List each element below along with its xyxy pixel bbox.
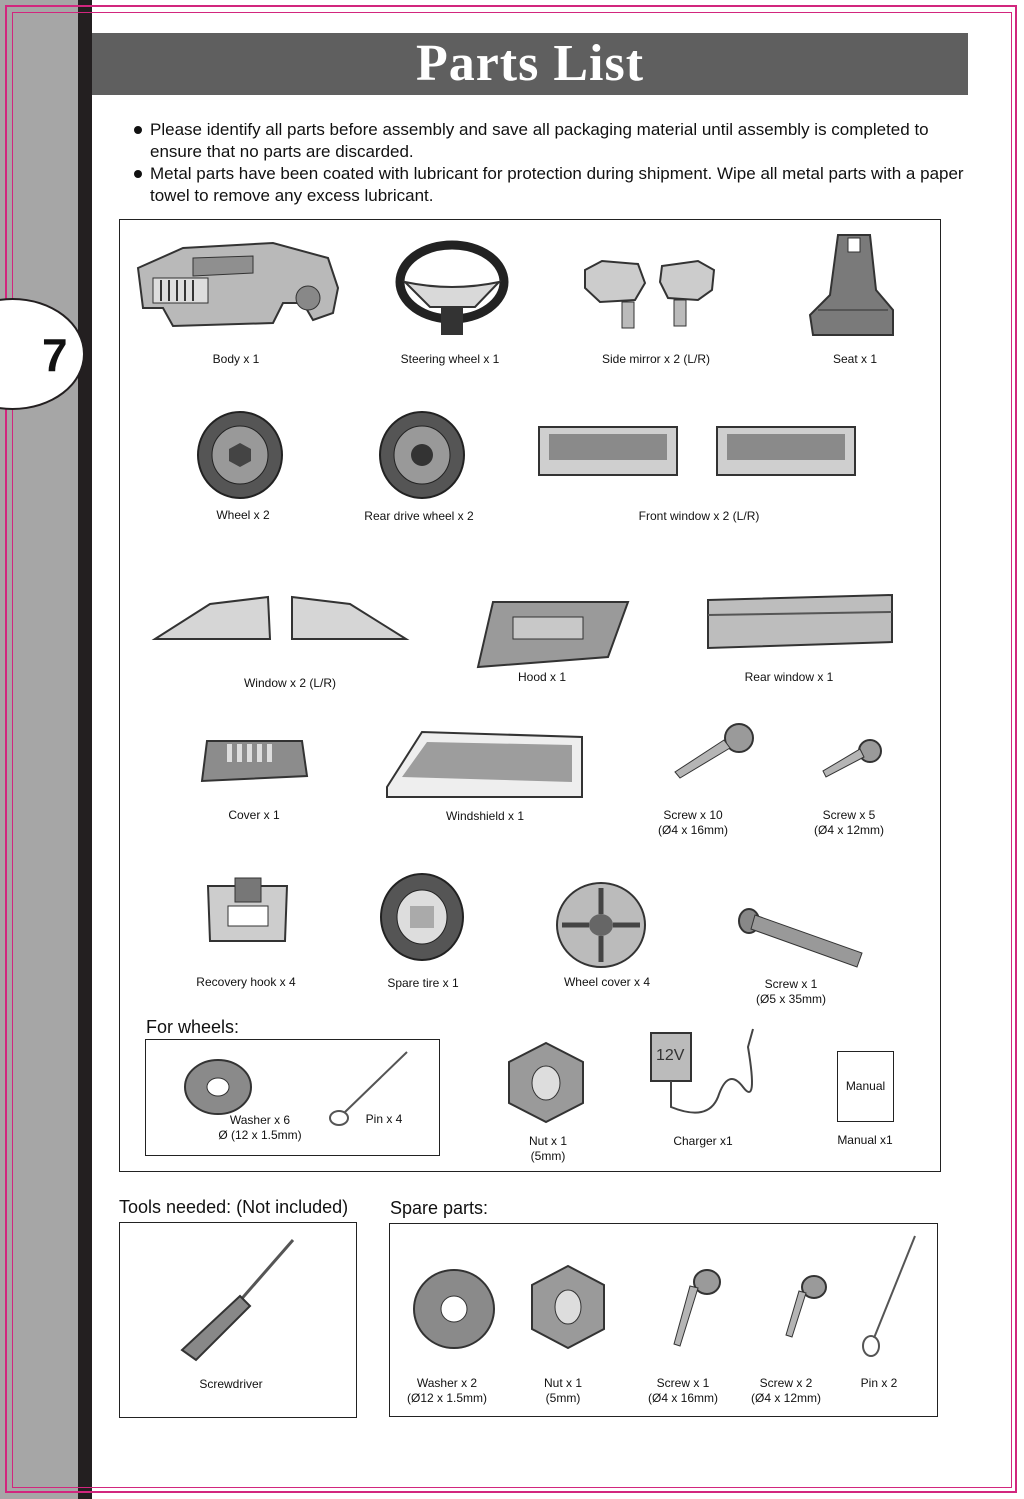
front-window-illustration (537, 422, 857, 482)
spare-pin-label: Pin x 2 (860, 1376, 898, 1390)
charger-voltage: 12V (656, 1047, 685, 1064)
charger-label: Charger x1 (673, 1134, 733, 1148)
spare-screw-12-illustration (782, 1275, 832, 1340)
spare-pin-illustration (860, 1234, 920, 1359)
seat-illustration (808, 230, 898, 340)
body-label: Body x 1 (212, 352, 260, 366)
page-title: Parts List (415, 35, 645, 92)
spare-nut-qty: Nut x 1 (543, 1376, 583, 1390)
hood-label: Hood x 1 (517, 670, 567, 684)
screw-5-label (814, 808, 884, 838)
note-identify: Please identify all parts before assembly and save all packaging material until assembly is completed to ensure that no parts are discarded. (134, 119, 964, 163)
screw-1-qty: Screw x 1 (764, 977, 818, 991)
manual-label: Manual x1 (837, 1133, 893, 1147)
spare-screw-12-label (751, 1376, 821, 1406)
windshield-label: Windshield x 1 (445, 809, 525, 823)
washer-qty: Washer x 6 (229, 1113, 291, 1127)
screw-5-size: (Ø4 x 12mm) (813, 823, 885, 837)
charger-illustration (648, 1027, 773, 1127)
front-window-label: Front window x 2 (L/R) (638, 509, 760, 523)
window-label: Window x 2 (L/R) (243, 676, 337, 690)
steering-wheel-label: Steering wheel x 1 (400, 352, 500, 366)
washer-illustration (183, 1058, 253, 1116)
screw-10-size: (Ø4 x 16mm) (657, 823, 729, 837)
rear-window-label: Rear window x 1 (744, 670, 834, 684)
wheels-heading: For wheels: (146, 1017, 240, 1037)
spare-nut-illustration (528, 1263, 608, 1351)
hood-illustration (468, 597, 633, 672)
washer-label (218, 1113, 301, 1143)
note-lubricant: Metal parts have been coated with lubricant for protection during shipment. Wipe all metal parts with a paper towel to remove any excess lubricant. (134, 163, 964, 207)
nut-qty: Nut x 1 (528, 1134, 568, 1148)
rear-drive-wheel-illustration (377, 410, 467, 500)
screw-1-label (756, 977, 826, 1007)
screwdriver-illustration (178, 1238, 298, 1363)
tools-heading: Tools needed: (Not included) (119, 1197, 349, 1217)
spare-tire-illustration (378, 872, 466, 962)
side-mirror-label: Side mirror x 2 (L/R) (601, 352, 711, 366)
nut-size: (5mm) (530, 1149, 566, 1163)
wheel-cover-illustration (554, 880, 649, 970)
spare-washer-illustration (412, 1268, 496, 1350)
washer-size: Ø (12 x 1.5mm) (218, 1128, 302, 1142)
wheel-illustration (195, 410, 285, 500)
seat-label: Seat x 1 (832, 352, 878, 366)
window-illustration (150, 594, 412, 654)
wheel-label: Wheel x 2 (216, 508, 270, 522)
spare-screw-16-label (648, 1376, 718, 1406)
cover-label: Cover x 1 (228, 808, 280, 822)
side-mirror-illustration (580, 258, 720, 333)
spare-washer-qty: Washer x 2 (416, 1376, 478, 1390)
spare-washer-size: (Ø12 x 1.5mm) (406, 1391, 488, 1405)
screw-5-qty: Screw x 5 (822, 808, 876, 822)
recovery-hook-label: Recovery hook x 4 (196, 975, 296, 989)
screw-5-illustration (820, 737, 885, 782)
page-number: 7 (42, 329, 68, 381)
screw-10-illustration (672, 720, 757, 785)
body-illustration (133, 238, 343, 338)
cover-illustration (197, 736, 312, 794)
spare-screw-12-qty: Screw x 2 (759, 1376, 813, 1390)
spare-nut-label (544, 1376, 582, 1406)
notes (134, 119, 964, 207)
steering-wheel-illustration (395, 242, 510, 342)
spare-screw-16-size: (Ø4 x 16mm) (647, 1391, 719, 1405)
spare-washer-label (407, 1376, 487, 1406)
screwdriver-label: Screwdriver (199, 1377, 263, 1391)
spare-heading: Spare parts: (390, 1198, 489, 1218)
screw-1-size: (Ø5 x 35mm) (755, 992, 827, 1006)
spare-tire-label: Spare tire x 1 (387, 976, 459, 990)
pin-label: Pin x 4 (365, 1112, 403, 1126)
rear-window-illustration (705, 590, 895, 660)
screw-1-illustration (737, 905, 867, 973)
title-bar (92, 33, 968, 95)
screw-10-qty: Screw x 10 (663, 808, 723, 822)
rear-drive-wheel-label: Rear drive wheel x 2 (364, 509, 474, 523)
screw-10-label (658, 808, 728, 838)
spare-nut-size: (5mm) (545, 1391, 581, 1405)
nut-label (529, 1134, 567, 1164)
windshield-illustration (382, 727, 592, 802)
wheel-cover-label: Wheel cover x 4 (563, 975, 651, 989)
manual-illustration: Manual (837, 1051, 894, 1122)
spare-screw-16-qty: Screw x 1 (656, 1376, 710, 1390)
spare-screw-16-illustration (670, 1268, 725, 1350)
spare-screw-12-size: (Ø4 x 12mm) (750, 1391, 822, 1405)
nut-illustration (505, 1040, 587, 1125)
recovery-hook-illustration (200, 876, 295, 951)
